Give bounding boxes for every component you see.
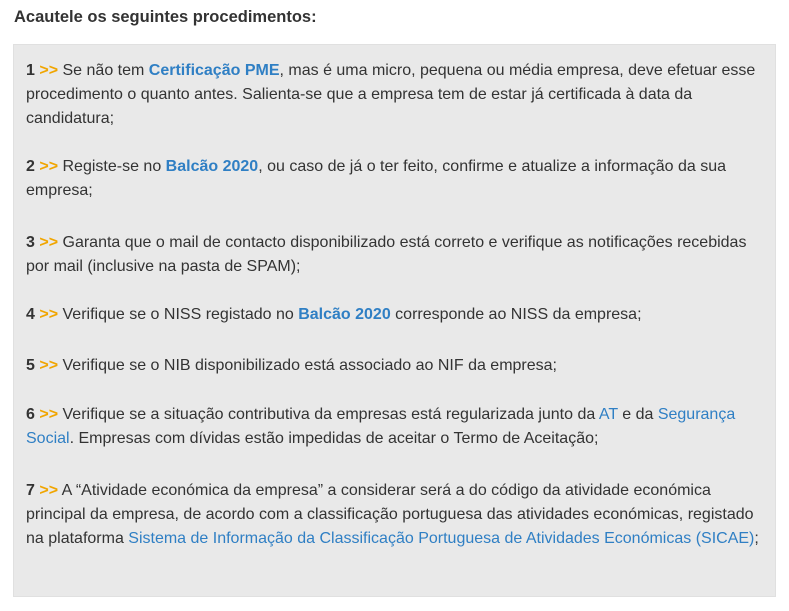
item-text: Se não tem [62,62,149,79]
double-arrow-icon: >> [39,62,59,79]
double-arrow-icon: >> [39,357,59,374]
item-text: ; [754,530,759,547]
item-text: Verifique se a situação contributiva da empresas está regularizada junto da [62,406,599,423]
item-text: e da [617,406,658,423]
double-arrow-icon: >> [39,306,59,323]
seguranca-social-link[interactable]: Segurança Social [26,406,736,447]
sicae-link[interactable]: Sistema de Informação da Classificação Portuguesa de Atividades Económicas (SICAE) [128,530,755,547]
item-text: corresponde ao NISS da empresa; [390,306,642,323]
double-arrow-icon: >> [39,482,59,499]
procedure-item-1 [26,59,766,131]
procedures-panel [13,44,776,597]
item-text: Registe-se no [62,158,166,175]
item-text: , ou caso de já o ter feito, confirme e atualize a informação da sua empresa; [26,158,727,199]
item-number: 1 [26,62,35,79]
item-number: 4 [26,306,35,323]
double-arrow-icon: >> [39,158,59,175]
item-text: Verifique se o NIB disponibilizado está associado ao NIF da empresa; [62,357,557,374]
balcao-2020-link[interactable]: Balcão 2020 [298,306,391,323]
item-text: Garanta que o mail de contacto disponibilizado está correto e verifique as notificações recebidas por mail (inclusive na pasta de SPAM); [26,234,747,275]
item-number: 2 [26,158,35,175]
page-heading: Acautele os seguintes procedimentos: [14,8,317,26]
item-text: , mas é uma micro, pequena ou média empresa, deve efetuar esse procedimento o quanto antes. Salienta-se que a empresa tem de estar já certificada à data da candidatura; [26,62,756,127]
item-text: Verifique se o NISS registado no [62,306,299,323]
item-text: . Empresas com dívidas estão impedidas de aceitar o Termo de Aceitação; [69,430,599,447]
certificacao-pme-link[interactable]: Certificação PME [148,62,280,79]
procedure-item-6 [26,403,766,451]
procedure-item-7 [26,479,766,551]
item-number: 6 [26,406,35,423]
at-link[interactable]: AT [598,406,618,423]
item-number: 7 [26,482,35,499]
item-number: 3 [26,234,35,251]
item-text: A “Atividade económica da empresa” a considerar será a do código da atividade económica principal da empresa, de acordo com a classificação portuguesa das atividades económicas, registado na plataforma [26,482,754,547]
double-arrow-icon: >> [39,406,59,423]
double-arrow-icon: >> [39,234,59,251]
procedure-item-2 [26,155,766,203]
item-number: 5 [26,357,35,374]
procedure-item-4 [26,303,766,327]
balcao-2020-link[interactable]: Balcão 2020 [165,158,259,175]
procedure-item-5 [26,354,766,378]
procedure-item-3 [26,231,766,279]
